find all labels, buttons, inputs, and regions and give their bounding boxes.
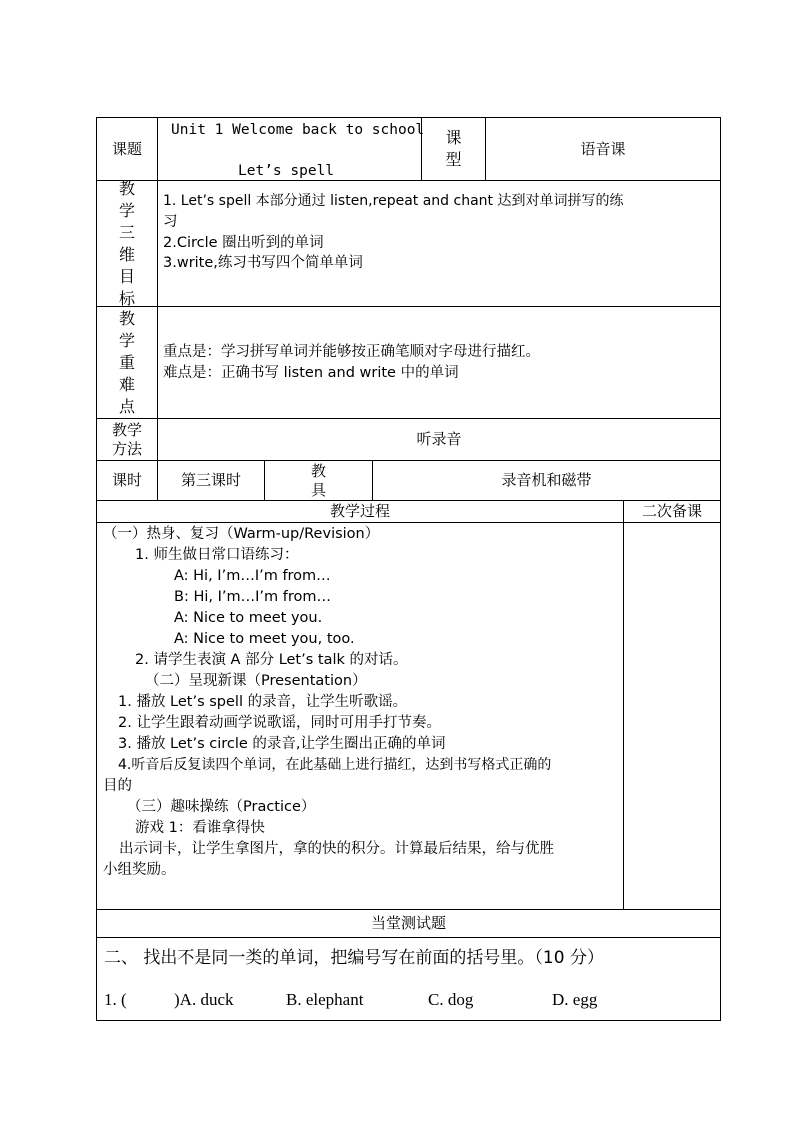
process-line: 2. 请学生表演 A 部分 Let’s talk 的对话。 [135, 652, 408, 668]
revision-content-cell [624, 523, 720, 910]
option-b: B. elephant [286, 990, 364, 1009]
objective-line: 1. Let’s spell 本部分通过 listen,repeat and chant 达到对单词拼写的练 [163, 193, 624, 209]
objectives-label-cell [97, 178, 158, 308]
topic-label-cell [97, 118, 158, 181]
objectives-content-cell [158, 181, 720, 307]
objectives-label-char: 学 [118, 200, 135, 220]
objective-line: 3.write,练习书写四个简单单词 [163, 255, 363, 271]
process-line: 出示词卡，让学生拿图片，拿的快的积分。计算最后结果，给与优胜 [119, 841, 554, 857]
revision-header-cell [624, 501, 720, 523]
lesson-type-label-cell [422, 118, 486, 181]
objectives-label-char: 维 [118, 244, 135, 264]
process-line: 小组奖励。 [103, 862, 176, 878]
lesson-plan-table [96, 117, 721, 1021]
test-header: 当堂测试题 [370, 914, 446, 932]
aids-value: 录音机和磁带 [501, 471, 592, 489]
objective-line: 习 [163, 214, 178, 230]
keypoints-content-cell [158, 307, 720, 419]
lesson-type-label-2: 型 [445, 150, 462, 169]
keypoint-line: 重点是：学习拼写单词并能够按正确笔顺对字母进行描红。 [163, 344, 540, 360]
topic-title-line1: Unit 1 Welcome back to school [171, 122, 425, 138]
period-value-cell [158, 461, 265, 501]
objective-line: 2.Circle 圈出听到的单词 [163, 235, 324, 251]
process-line: （三）趣味操练（Practice） [127, 799, 316, 815]
revision-header: 二次备课 [641, 502, 702, 520]
period-label-cell [97, 461, 158, 501]
process-line: 2. 让学生跟着动画学说歌谣，同时可用手打节奏。 [118, 715, 441, 731]
keypoints-label-char: 点 [118, 396, 135, 416]
process-line: A: Nice to meet you, too. [174, 631, 355, 647]
process-header-cell [97, 501, 624, 523]
process-line: 目的 [103, 778, 132, 794]
test-instruction: 二、 找出不是同一类的单词，把编号写在前面的括号里。（10 分） [104, 948, 604, 968]
difficulty-line: 难点是：正确书写 listen and write 中的单词 [163, 365, 459, 381]
process-line: 1. 师生做日常口语练习： [135, 547, 299, 563]
process-line: 4.听音后反复读四个单词，在此基础上进行描红，达到书写格式正确的 [118, 757, 552, 773]
method-value: 听录音 [416, 430, 462, 448]
process-line: （一）热身、复习（Warm-up/Revision） [103, 526, 380, 542]
test-content-cell [97, 938, 720, 1020]
option-d: D. egg [552, 990, 598, 1009]
aids-label-cell [265, 461, 373, 501]
option-c: C. dog [428, 990, 474, 1009]
keypoints-label-char: 学 [118, 330, 135, 350]
method-label-cell [97, 419, 158, 461]
aids-label-2: 具 [310, 480, 326, 499]
process-header: 教学过程 [329, 502, 390, 520]
keypoints-label-char: 重 [118, 352, 135, 372]
process-line: A: Nice to meet you. [174, 610, 323, 626]
method-value-cell [158, 419, 720, 461]
objectives-label-char: 目 [118, 266, 135, 286]
keypoints-label-cell [97, 307, 158, 419]
test-header-cell [97, 910, 720, 938]
lesson-type-value: 语音课 [580, 139, 626, 158]
keypoints-label-char: 教 [118, 308, 135, 328]
aids-value-cell [373, 461, 720, 501]
option-a: )A. duck [174, 990, 234, 1009]
method-label-2: 方法 [111, 439, 142, 458]
process-line: A: Hi, I’m…I’m from… [174, 568, 331, 584]
period-label: 课时 [111, 471, 142, 489]
lesson-type-label-1: 课 [445, 128, 462, 147]
objectives-label-char: 标 [118, 288, 135, 308]
topic-title-line2: Let’s spell [238, 163, 335, 179]
lesson-type-value-cell [486, 118, 720, 181]
method-label-1: 教学 [111, 420, 142, 439]
topic-title-cell [158, 118, 425, 181]
aids-label-1: 教 [310, 461, 326, 480]
process-line: B: Hi, I’m…I’m from… [174, 589, 331, 605]
process-line: 游戏 1：看谁拿得快 [135, 820, 265, 836]
objectives-label-char: 教 [118, 178, 135, 198]
process-line: 1. 播放 Let’s spell 的录音，让学生听歌谣。 [118, 694, 408, 710]
period-value: 第三课时 [180, 471, 241, 489]
process-content-cell [97, 523, 624, 910]
process-line: （二）呈现新课（Presentation） [145, 673, 367, 689]
keypoints-label-char: 难 [118, 374, 135, 394]
question-number: 1. ( [104, 990, 127, 1009]
topic-label: 课题 [111, 139, 142, 158]
process-line: 3. 播放 Let’s circle 的录音,让学生圈出正确的单词 [118, 736, 446, 752]
objectives-label-char: 三 [118, 222, 135, 242]
